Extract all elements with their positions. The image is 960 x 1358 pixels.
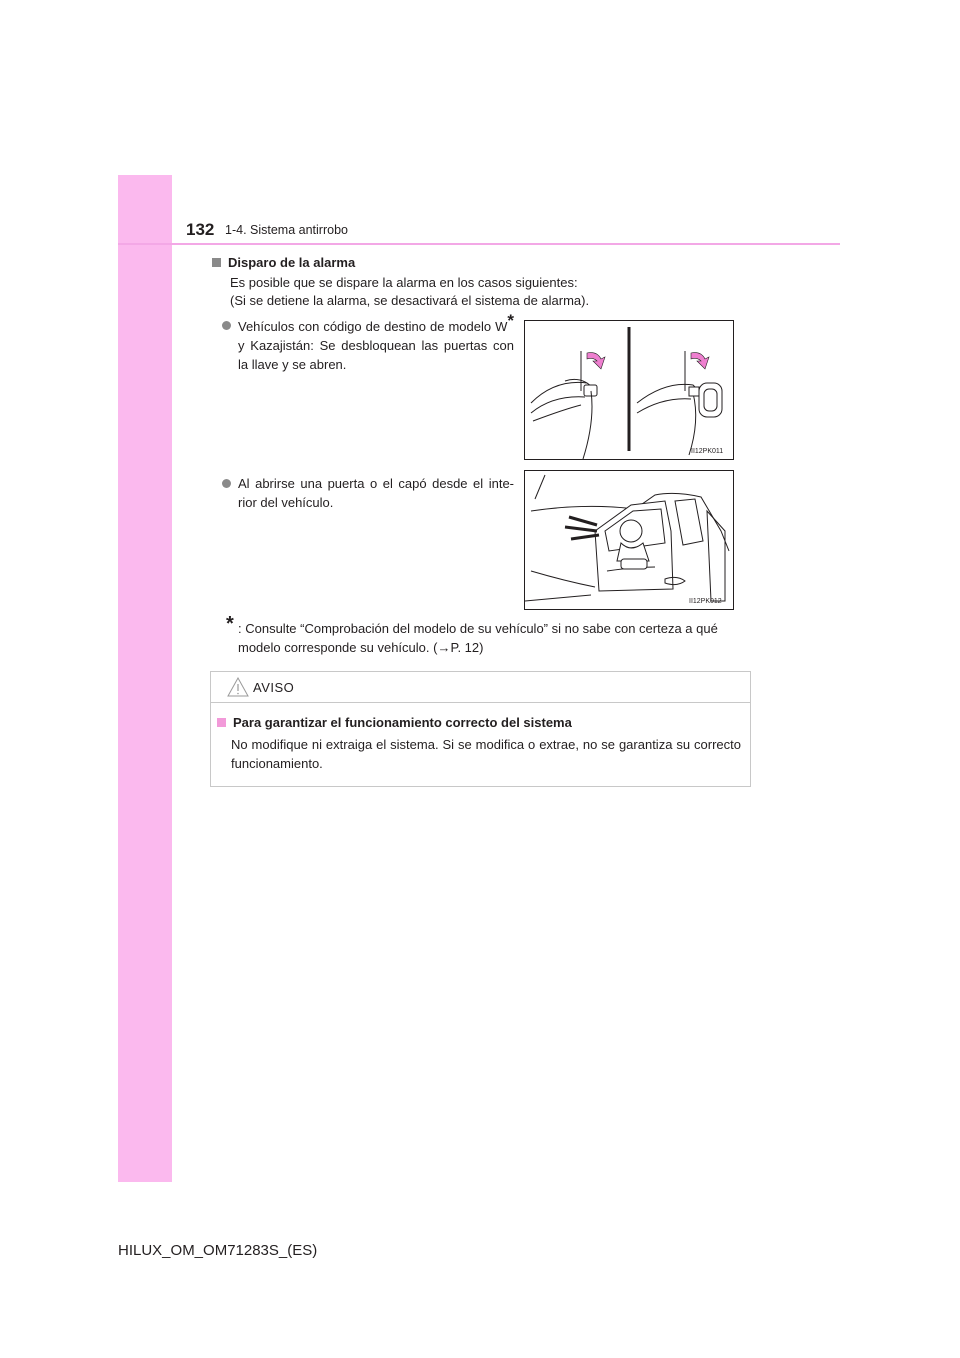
warning-triangle-icon bbox=[227, 677, 249, 697]
round-bullet-icon bbox=[222, 321, 231, 330]
bullet-item-open-door bbox=[222, 474, 514, 512]
warning-body: No modifique ni extraiga el sistema. Si se modifica o extrae, no se garantiza su correcto funcionamiento. bbox=[231, 737, 741, 771]
section-title: 1-4. Sistema antirrobo bbox=[225, 223, 348, 237]
driver-opening-door-illustration bbox=[525, 471, 733, 609]
footnote-text: : Consulte “Comprobación del modelo de su vehículo” si no sabe con certeza a qué modelo corresponde su vehículo. (→P. 12) bbox=[238, 621, 718, 655]
warning-box-header bbox=[211, 672, 750, 703]
warning-label: AVISO bbox=[253, 680, 295, 695]
bullet-text-cont: y Kazajistán: Se desbloquean las puertas con la llave y se abren. bbox=[238, 338, 514, 372]
chapter-sidebar-tab bbox=[118, 175, 172, 1182]
figure-code: II12PK011 bbox=[691, 448, 724, 455]
figure-code: II12PK012 bbox=[689, 598, 722, 605]
intro-line-2: (Si se detiene la alarma, se desactivará el sistema de alarma). bbox=[230, 293, 590, 308]
square-bullet-icon bbox=[212, 258, 221, 267]
section-heading bbox=[212, 255, 355, 270]
footnote-star: * bbox=[226, 613, 234, 635]
warning-subheading bbox=[217, 715, 572, 730]
door-handle-key-illustration bbox=[525, 321, 733, 459]
warning-subheading-text: Para garantizar el funcionamiento correcto del sistema bbox=[233, 715, 572, 730]
figure-open-door bbox=[524, 470, 734, 610]
bullet-text: Vehículos con código de destino de modelo W bbox=[238, 319, 508, 334]
intro-line-1: Es posible que se dispare la alarma en los casos siguientes: bbox=[230, 275, 578, 290]
square-bullet-icon bbox=[217, 718, 226, 727]
bullet-text: Al abrirse una puerta o el capó desde el inte-rior del vehículo. bbox=[238, 476, 514, 510]
page-number: 132 bbox=[186, 220, 215, 239]
round-bullet-icon bbox=[222, 479, 231, 488]
warning-box bbox=[210, 671, 751, 787]
section-heading-text: Disparo de la alarma bbox=[228, 255, 356, 270]
document-code: HILUX_OM_OM71283S_(ES) bbox=[118, 1242, 318, 1259]
figure-key-unlock bbox=[524, 320, 734, 460]
footnote-star: * bbox=[507, 311, 514, 330]
bullet-item-key-unlock bbox=[222, 311, 514, 374]
footnote bbox=[226, 613, 746, 657]
header-rule bbox=[118, 243, 840, 245]
